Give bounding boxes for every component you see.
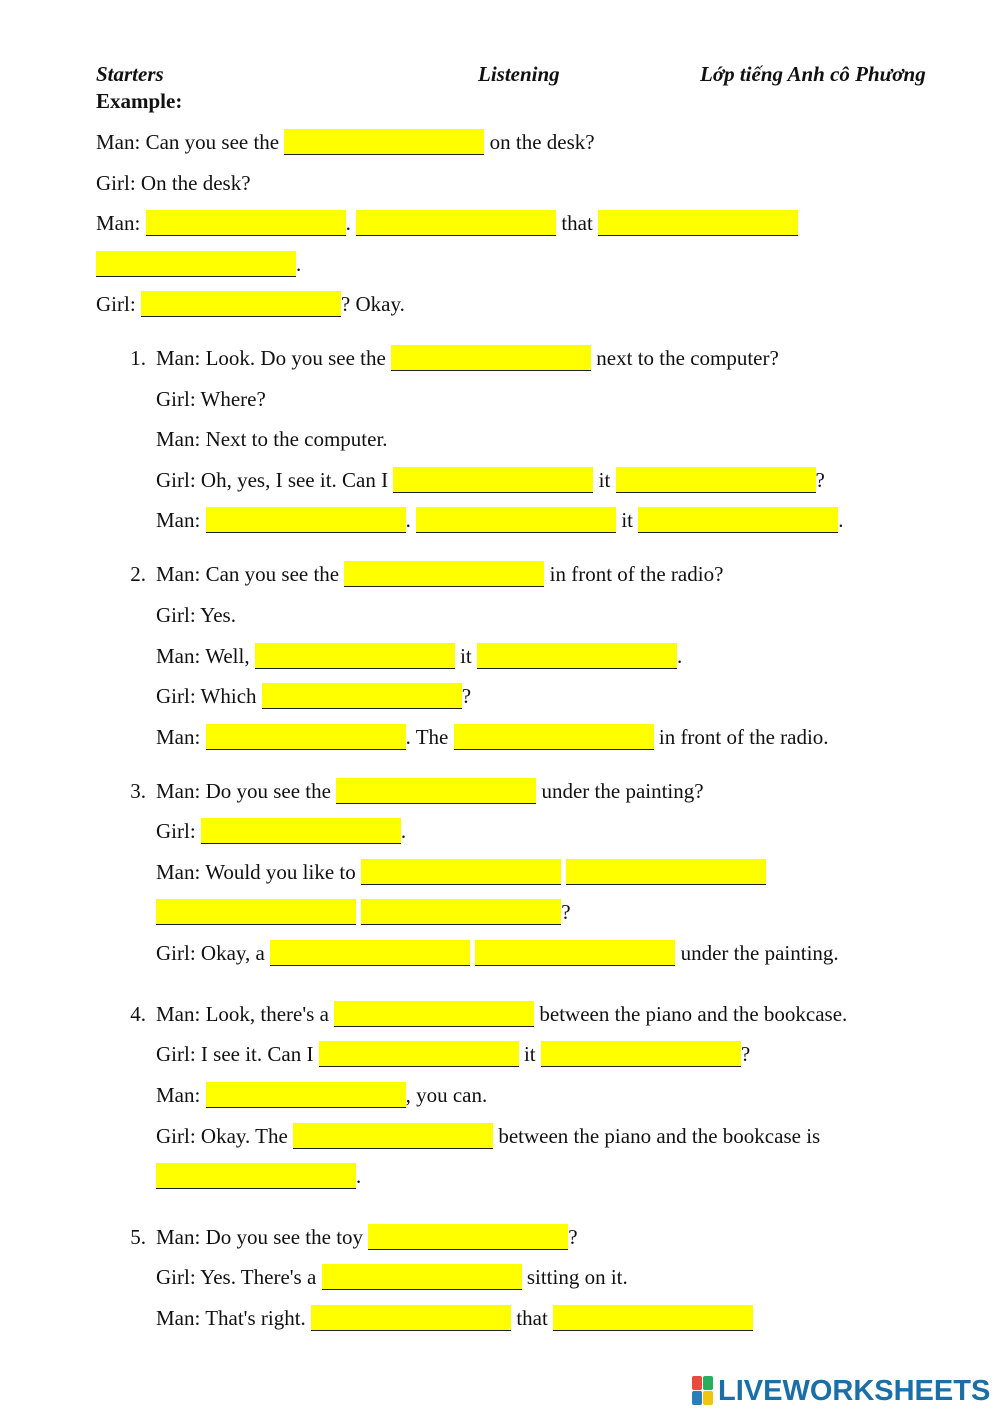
answer-blank[interactable] [319, 1041, 519, 1067]
text: that [556, 211, 599, 235]
answer-blank[interactable] [334, 1001, 534, 1027]
q4-line-5 [156, 1163, 361, 1189]
q2-line-4 [156, 683, 471, 709]
answer-blank[interactable] [201, 818, 401, 844]
answer-blank[interactable] [206, 507, 406, 533]
text: . [838, 508, 844, 532]
answer-blank[interactable] [361, 859, 561, 885]
text: it [454, 644, 477, 668]
q3-line-2 [156, 818, 406, 844]
answer-blank[interactable] [262, 683, 462, 709]
text: Man: [156, 508, 206, 532]
text: it [616, 508, 639, 532]
text: Girl: [156, 819, 201, 843]
q1-line-3: Man: Next to the computer. [156, 427, 388, 451]
answer-blank[interactable] [475, 940, 675, 966]
q2-line-2: Girl: Yes. [156, 603, 236, 627]
q2-line-1 [156, 561, 723, 587]
text: Man: Do you see the toy [156, 1225, 369, 1249]
text: Girl: I see it. Can I [156, 1042, 319, 1066]
text: Man: [96, 211, 146, 235]
answer-blank[interactable] [616, 467, 816, 493]
example-line-3 [96, 210, 798, 236]
answer-blank[interactable] [391, 345, 591, 371]
answer-blank[interactable] [416, 507, 616, 533]
answer-blank[interactable] [541, 1041, 741, 1067]
text: sitting on it. [521, 1265, 628, 1289]
text: Man: Can you see the [96, 130, 285, 154]
q3-line-1 [156, 778, 704, 804]
question-number: 5. [130, 1225, 146, 1249]
q4-line-2 [156, 1041, 750, 1067]
answer-blank[interactable] [284, 129, 484, 155]
q1-line-4 [156, 467, 825, 493]
q4-line-1 [156, 1001, 847, 1027]
text: that [511, 1306, 554, 1330]
answer-blank[interactable] [255, 643, 455, 669]
text: Girl: Okay. The [156, 1124, 294, 1148]
q5-line-3 [156, 1305, 753, 1331]
text: , you can. [405, 1083, 488, 1107]
text: on the desk? [484, 130, 595, 154]
question-number: 2. [130, 562, 146, 586]
text: ? [815, 468, 825, 492]
example-title: Example: [96, 89, 183, 113]
answer-blank[interactable] [141, 291, 341, 317]
text: ? [740, 1042, 751, 1066]
answer-blank[interactable] [322, 1264, 522, 1290]
answer-blank[interactable] [270, 940, 470, 966]
answer-blank[interactable] [336, 778, 536, 804]
example-line-2: Girl: On the desk? [96, 171, 251, 195]
answer-blank[interactable] [156, 1163, 356, 1189]
text: . [356, 1164, 362, 1188]
header-level: Starters [96, 62, 164, 86]
text: Man: Well, [156, 644, 255, 668]
answer-blank[interactable] [598, 210, 798, 236]
text: . [677, 644, 683, 668]
answer-blank[interactable] [566, 859, 766, 885]
text: in front of the radio? [544, 562, 724, 586]
answer-blank[interactable] [638, 507, 838, 533]
text: . [296, 252, 302, 276]
example-line-1 [96, 129, 595, 155]
q1-line-2: Girl: Where? [156, 387, 266, 411]
logo-text: LIVEWORKSHEETS [718, 1374, 991, 1407]
text: Man: [156, 725, 206, 749]
text: under the painting. [675, 941, 839, 965]
text: it [518, 1042, 541, 1066]
text: Man: Look. Do you see the [156, 346, 392, 370]
header-class-name: Lớp tiếng Anh cô Phương [700, 62, 926, 86]
answer-blank[interactable] [454, 724, 654, 750]
answer-blank[interactable] [96, 251, 296, 277]
q4-line-3 [156, 1082, 487, 1108]
answer-blank[interactable] [146, 210, 346, 236]
text: between the piano and the bookcase is [493, 1124, 821, 1148]
q2-line-5 [156, 724, 829, 750]
text: next to the computer? [591, 346, 779, 370]
text: Man: Look, there's a [156, 1002, 335, 1026]
liveworksheets-logo-icon [692, 1376, 714, 1406]
text: Girl: Which [156, 684, 262, 708]
answer-blank[interactable] [356, 210, 556, 236]
answer-blank[interactable] [553, 1305, 753, 1331]
text: between the piano and the bookcase. [534, 1002, 848, 1026]
text: Man: Would you like to [156, 860, 361, 884]
answer-blank[interactable] [293, 1123, 493, 1149]
text: Man: That's right. [156, 1306, 312, 1330]
answer-blank[interactable] [206, 1082, 406, 1108]
text: . [400, 819, 407, 843]
answer-blank[interactable] [368, 1224, 568, 1250]
text: Man: [156, 1083, 206, 1107]
answer-blank[interactable] [361, 899, 561, 925]
text: Girl: Okay, a [156, 941, 271, 965]
answer-blank[interactable] [344, 561, 544, 587]
answer-blank[interactable] [477, 643, 677, 669]
text: ? Okay. [340, 292, 405, 316]
q3-line-5 [156, 940, 839, 966]
question-number: 4. [130, 1002, 146, 1026]
text: . [345, 211, 357, 235]
text: ? [568, 1225, 578, 1249]
text: Girl: [96, 292, 141, 316]
text: Man: Do you see the [156, 779, 337, 803]
question-number: 3. [130, 779, 146, 803]
answer-blank[interactable] [393, 467, 593, 493]
text: under the painting? [536, 779, 704, 803]
text: Man: Can you see the [156, 562, 345, 586]
example-line-5 [96, 291, 405, 317]
example-line-4 [96, 251, 301, 277]
answer-blank[interactable] [206, 724, 406, 750]
q5-line-1 [156, 1224, 578, 1250]
q2-line-3 [156, 643, 682, 669]
text: it [593, 468, 616, 492]
q4-line-4 [156, 1123, 820, 1149]
text: Girl: Oh, yes, I see it. Can I [156, 468, 394, 492]
q1-line-1 [156, 345, 779, 371]
question-number: 1. [130, 346, 146, 370]
answer-blank[interactable] [311, 1305, 511, 1331]
q3-line-3 [156, 859, 766, 885]
q3-line-4 [156, 899, 571, 925]
header-skill: Listening [478, 62, 560, 86]
answer-blank[interactable] [156, 899, 356, 925]
text: . [405, 508, 417, 532]
q5-line-2 [156, 1264, 628, 1290]
liveworksheets-logo[interactable] [692, 1374, 990, 1408]
text: ? [461, 684, 472, 708]
text: Girl: Yes. There's a [156, 1265, 322, 1289]
text: ? [561, 900, 571, 924]
q1-line-5 [156, 507, 844, 533]
text: . The [405, 725, 454, 749]
text: in front of the radio. [653, 725, 829, 749]
